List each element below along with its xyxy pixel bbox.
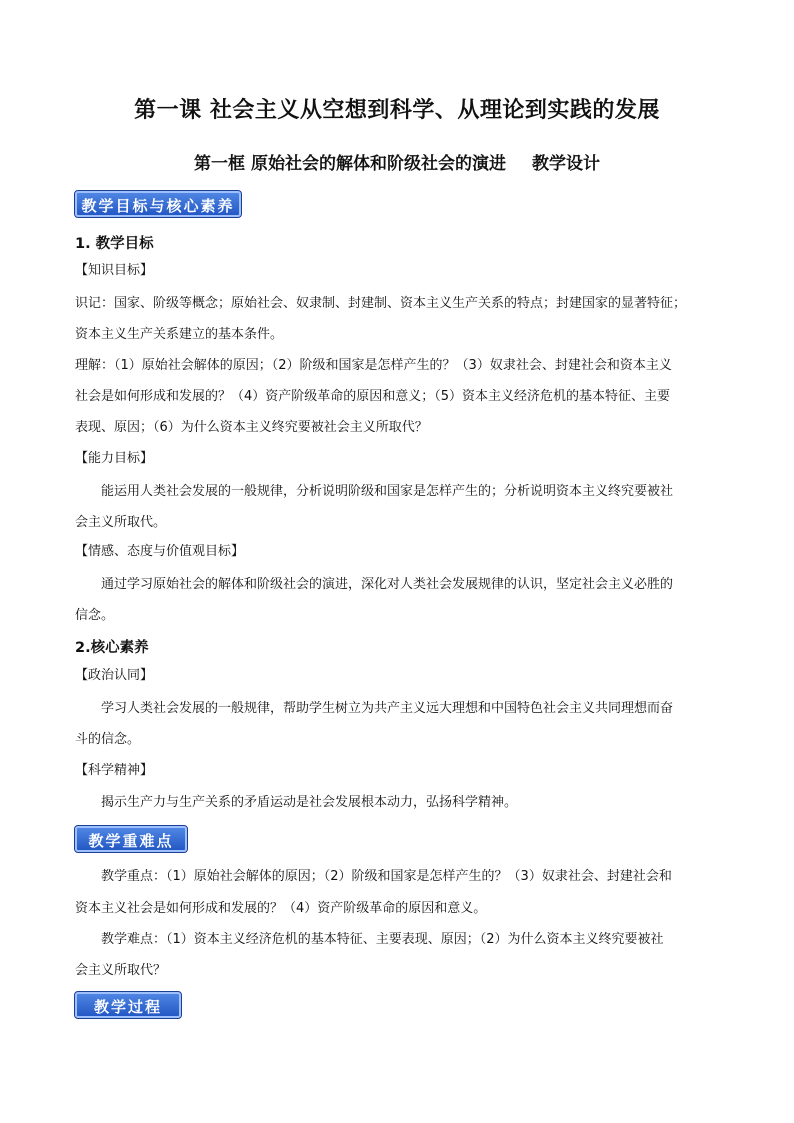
knowledge-line-5: 表现、原因；（6）为什么资本主义终究要被社会主义所取代？	[75, 420, 428, 435]
emotion-line-1: 通过学习原始社会的解体和阶级社会的演进，深化对人类社会发展规律的认识，坚定社会主义必胜的	[101, 577, 674, 592]
section-badge-process: 教学过程	[75, 992, 181, 1018]
heading-core-literacy: 2.核心素养	[75, 640, 149, 656]
emotion-line-2: 信念。	[75, 608, 115, 623]
political-line-1: 学习人类社会发展的一般规律，帮助学生树立为共产主义远大理想和中国特色社会主义共同理想而奋	[101, 701, 674, 716]
knowledge-line-3: 理解：（1）原始社会解体的原因；（2）阶级和国家是怎样产生的？（3）奴隶社会、封建社会和资本主义	[75, 358, 672, 373]
difficult-point-line-2: 会主义所取代？	[75, 963, 167, 978]
tag-scientific-spirit: 【科学精神】	[75, 763, 154, 778]
section-badge-objectives: 教学目标与核心素养	[75, 191, 241, 217]
tag-emotion-goals: 【情感、态度与价值观目标】	[75, 544, 245, 559]
tag-political-identity: 【政治认同】	[75, 668, 154, 683]
ability-line-1: 能运用人类社会发展的一般规律，分析说明阶级和国家是怎样产生的；分析说明资本主义终究要被社	[101, 484, 674, 499]
tag-ability-goals: 【能力目标】	[75, 451, 154, 466]
section-badge-key-points: 教学重难点	[75, 826, 187, 852]
science-line-1: 揭示生产力与生产关系的矛盾运动是社会发展根本动力，弘扬科学精神。	[101, 795, 518, 810]
heading-teaching-goals: 1. 教学目标	[75, 236, 154, 252]
frame-title-main: 第一框 原始社会的解体和阶级社会的演进	[194, 154, 506, 174]
difficult-point-line-1: 教学难点：（1）资本主义经济危机的基本特征、主要表现、原因；（2）为什么资本主义终究要被社	[101, 932, 664, 947]
key-point-line-1: 教学重点：（1）原始社会解体的原因；（2）阶级和国家是怎样产生的？（3）奴隶社会、封建社会和	[101, 869, 672, 884]
frame-title	[0, 149, 794, 174]
key-point-line-2: 资本主义社会是如何形成和发展的？（4）资产阶级革命的原因和意义。	[75, 901, 487, 916]
knowledge-line-4: 社会是如何形成和发展的？（4）资产阶级革命的原因和意义；（5）资本主义经济危机的基本特征、主要	[75, 389, 671, 404]
political-line-2: 斗的信念。	[75, 732, 141, 747]
lesson-title: 第一课 社会主义从空想到科学、从理论到实践的发展	[134, 97, 660, 123]
frame-title-suffix: 教学设计	[531, 154, 600, 174]
knowledge-line-1: 识记：国家、阶级等概念；原始社会、奴隶制、封建制、资本主义生产关系的特点；封建国家的显著特征；	[75, 296, 687, 311]
ability-line-2: 会主义所取代。	[75, 515, 167, 530]
knowledge-line-2: 资本主义生产关系建立的基本条件。	[75, 327, 284, 342]
tag-knowledge-goals: 【知识目标】	[75, 263, 154, 278]
